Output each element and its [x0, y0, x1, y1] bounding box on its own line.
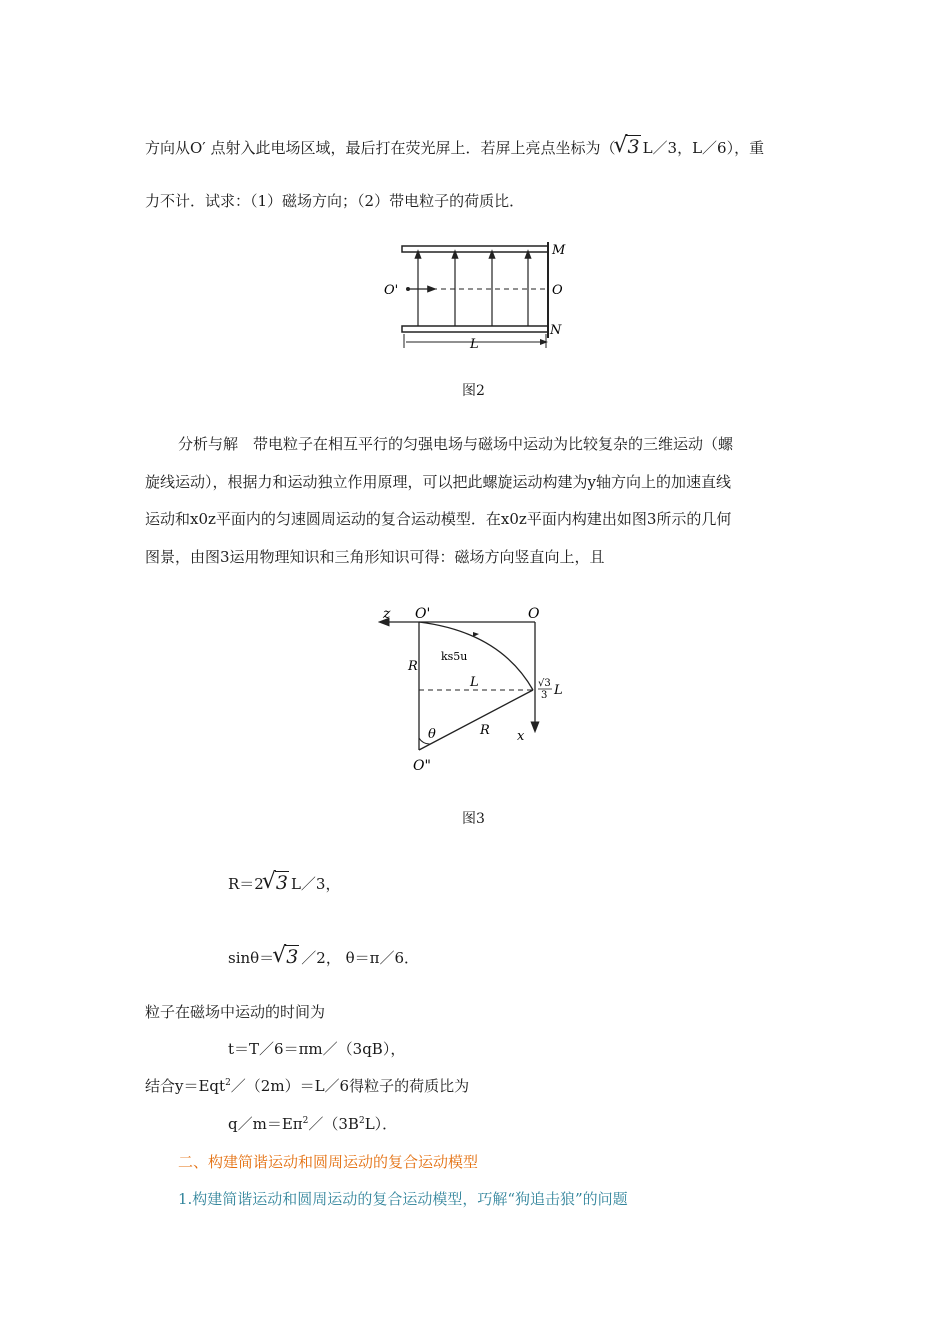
trajectory-arrow: [473, 632, 479, 637]
radius-slant: [419, 690, 533, 750]
label-Odouble: O": [413, 758, 431, 774]
label-M: M: [552, 243, 566, 258]
paragraph-line-1: [145, 136, 764, 158]
line1-text-b: L／3，L／6），重: [642, 139, 765, 157]
label-N: N: [550, 323, 562, 338]
label-z: z: [383, 606, 391, 622]
label-R-slant: R: [480, 723, 490, 738]
label-L: L: [470, 675, 479, 690]
label-ks5u: ks5u: [441, 650, 468, 663]
equation-sin: sinθ＝√ 3 ／2， θ＝π／6．: [228, 946, 419, 968]
line1-text-a: 方向从O′ 点射入此电场区域，最后打在荧光屏上．若屏上亮点坐标为（: [145, 139, 616, 157]
label-theta: θ: [428, 727, 436, 742]
equation-ratio: $q/m=E\pi^2/(3B^2L)$．: [228, 1115, 398, 1133]
label-O: O: [552, 283, 563, 298]
sqrt3-symbol: √ 3: [264, 872, 289, 894]
label-frac-den: 3: [541, 690, 548, 701]
plate-bottom: [402, 326, 548, 332]
section-heading-2: 二、构建简谐运动和圆周运动的复合运动模型: [178, 1153, 479, 1171]
time-intro: 粒子在磁场中运动的时间为: [145, 1003, 326, 1021]
combine-line: 结合y＝Eqt$^2$／（2m）＝L／6得粒子的荷质比为: [145, 1077, 470, 1095]
figure-2-caption: 图2: [462, 383, 485, 399]
figure-2-diagram: [380, 238, 580, 358]
label-L: L: [470, 337, 479, 352]
figure-3-diagram: [375, 600, 585, 780]
equation-time: t＝T／6＝πm／（3qB），: [228, 1040, 406, 1058]
figure-3-caption: 图3: [462, 811, 485, 827]
analysis-line-2: 旋线运动），根据力和运动独立作用原理，可以把此螺旋运动构建为y轴方向上的加速直线: [145, 473, 731, 491]
analysis-line-4: 图景，由图3运用物理知识和三角形知识可得：磁场方向竖直向上，且: [145, 548, 605, 566]
analysis-line-1: 分析与解 带电粒子在相互平行的匀强电场与磁场中运动为比较复杂的三维运动（螺: [178, 435, 734, 453]
label-R-vertical: R: [408, 659, 418, 674]
plate-top: [402, 246, 548, 252]
label-O: O: [528, 606, 540, 622]
equation-R: R＝2√ 3 L／3，: [228, 872, 340, 894]
label-frac-L: L: [554, 683, 563, 698]
sqrt3-symbol: √ 3: [615, 136, 640, 158]
label-Oprime: O': [415, 606, 431, 622]
subsection-heading-1: 1.构建简谐运动和圆周运动的复合运动模型，巧解“狗追击狼”的问题: [178, 1190, 628, 1208]
label-Oprime: O': [384, 283, 399, 298]
label-frac-num: √3: [538, 678, 551, 689]
analysis-line-3: 运动和x0z平面内的匀速圆周运动的复合运动模型．在x0z平面内构建出如图3所示的几何: [145, 510, 732, 528]
label-x: x: [517, 729, 525, 744]
paragraph-line-2: 力不计．试求：（1）磁场方向；（2）带电粒子的荷质比．: [145, 192, 525, 210]
sqrt3-symbol: √ 3: [274, 946, 299, 968]
